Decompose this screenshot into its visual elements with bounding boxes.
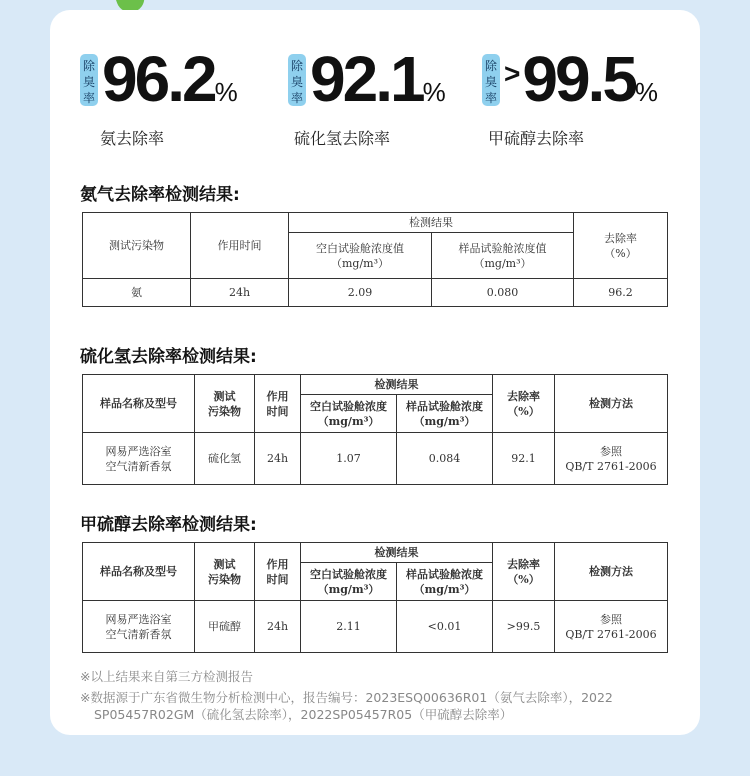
stat-label: 甲硫醇去除率 xyxy=(488,129,585,148)
header-blank xyxy=(289,233,432,279)
cell-blank: 1.07 xyxy=(301,433,397,485)
cell-product xyxy=(83,433,195,485)
sample-label: 样品试验舱浓度值 xyxy=(458,241,547,255)
ammonia-section-title: 氨气去除率检测结果: xyxy=(80,185,240,205)
cell-product xyxy=(83,601,195,653)
cell-pollutant: 氨 xyxy=(83,279,191,307)
cell-rate: >99.5 xyxy=(493,601,555,653)
header-rate xyxy=(574,213,668,279)
rate-unit: （%） xyxy=(604,246,637,260)
rate-label: 去除率 xyxy=(507,389,540,403)
pollutant-line2: 污染物 xyxy=(208,404,241,418)
footnote: ※数据源于广东省微生物分析检测中心，报告编号：2023ESQ00636R01（氨气去除率），2022 xyxy=(80,690,613,705)
header-blank xyxy=(301,395,397,433)
header-result: 检测结果 xyxy=(289,213,574,233)
rate-label: 去除率 xyxy=(604,231,637,245)
mercaptan-section-title: 甲硫醇去除率检测结果: xyxy=(80,515,257,535)
blank-label: 空白试验舱浓度 xyxy=(310,567,387,581)
cell-time: 24h xyxy=(191,279,289,307)
header-pollutant xyxy=(195,375,255,433)
cell-method xyxy=(555,433,668,485)
content-card xyxy=(50,10,700,735)
footnote: SP05457R02GM（硫化氢去除率），2022SP05457R05（甲硫醇去除率） xyxy=(94,707,513,722)
header-sample xyxy=(397,395,493,433)
pollutant-line2: 污染物 xyxy=(208,572,241,586)
blank-unit: （mg/m³） xyxy=(317,582,380,596)
deodorization-badge xyxy=(288,54,306,106)
stat-prefix: > xyxy=(504,58,521,89)
rate-label: 去除率 xyxy=(507,557,540,571)
stat-value xyxy=(310,42,446,116)
blank-unit: （mg/m³） xyxy=(330,256,390,270)
header-sample xyxy=(432,233,574,279)
header-sample xyxy=(397,563,493,601)
cell-time: 24h xyxy=(255,433,301,485)
sample-unit: （mg/m³） xyxy=(473,256,532,270)
cell-method xyxy=(555,601,668,653)
product-line2: 空气清新香氛 xyxy=(105,627,172,641)
time-line1: 作用 xyxy=(266,389,289,403)
blank-label: 空白试验舱浓度值 xyxy=(316,241,404,255)
header-pollutant xyxy=(195,543,255,601)
header-time: 作用时间 xyxy=(191,213,289,279)
time-line2: 时间 xyxy=(266,572,289,586)
table-row xyxy=(83,601,668,653)
method-line2: QB/T 2761-2006 xyxy=(565,459,657,473)
sample-unit: （mg/m³） xyxy=(413,582,476,596)
header-product: 样品名称及型号 xyxy=(83,543,195,601)
stat-unit: % xyxy=(214,77,238,107)
rate-unit: （%） xyxy=(507,572,540,586)
header-pollutant: 测试污染物 xyxy=(83,213,191,279)
cell-blank: 2.11 xyxy=(301,601,397,653)
header-result: 检测结果 xyxy=(301,543,493,563)
time-line2: 时间 xyxy=(266,404,289,418)
cell-rate: 92.1 xyxy=(493,433,555,485)
pollutant-line1: 测试 xyxy=(213,557,236,571)
cell-sample: 0.084 xyxy=(397,433,493,485)
product-line1: 网易严选浴室 xyxy=(105,612,172,626)
badge-text: 除 臭 率 xyxy=(290,59,303,105)
footnotes xyxy=(80,668,680,723)
stat-label: 氨去除率 xyxy=(100,129,165,148)
sample-label: 样品试验舱浓度 xyxy=(406,399,483,413)
stat-number: 96.2 xyxy=(102,43,215,115)
stat-value xyxy=(504,42,658,116)
ammonia-table xyxy=(82,212,668,307)
cell-blank: 2.09 xyxy=(289,279,432,307)
stat-value xyxy=(102,42,238,116)
stat-unit: % xyxy=(634,77,659,107)
header-result: 检测结果 xyxy=(301,375,493,395)
table-row xyxy=(83,433,668,485)
stat-label: 硫化氢去除率 xyxy=(294,129,391,148)
product-line2: 空气清新香氛 xyxy=(105,459,172,473)
stat-number: 99.5 xyxy=(522,43,635,115)
table-row xyxy=(83,279,668,307)
cell-rate: 96.2 xyxy=(574,279,668,307)
deodorization-badge xyxy=(80,54,98,106)
header-time xyxy=(255,375,301,433)
mercaptan-table xyxy=(82,542,668,653)
badge-text: 除 臭 率 xyxy=(82,59,95,105)
cell-time: 24h xyxy=(255,601,301,653)
deodorization-badge xyxy=(482,54,500,106)
method-line2: QB/T 2761-2006 xyxy=(565,627,657,641)
sample-unit: （mg/m³） xyxy=(413,414,476,428)
header-method: 检测方法 xyxy=(555,375,668,433)
pollutant-line1: 测试 xyxy=(213,389,236,403)
stat-unit: % xyxy=(422,77,446,107)
header-blank xyxy=(301,563,397,601)
cell-pollutant: 甲硫醇 xyxy=(195,601,255,653)
rate-unit: （%） xyxy=(507,404,540,418)
blank-label: 空白试验舱浓度 xyxy=(310,399,387,413)
cell-sample: 0.080 xyxy=(432,279,574,307)
method-line1: 参照 xyxy=(600,444,622,458)
cell-sample: <0.01 xyxy=(397,601,493,653)
h2s-table xyxy=(82,374,668,485)
time-line1: 作用 xyxy=(266,557,289,571)
header-method: 检测方法 xyxy=(555,543,668,601)
cell-pollutant: 硫化氢 xyxy=(195,433,255,485)
h2s-section-title: 硫化氢去除率检测结果: xyxy=(80,347,257,367)
product-line1: 网易严选浴室 xyxy=(105,444,172,458)
sample-label: 样品试验舱浓度 xyxy=(406,567,483,581)
header-rate xyxy=(493,543,555,601)
header-time xyxy=(255,543,301,601)
method-line1: 参照 xyxy=(600,612,622,626)
stat-number: 92.1 xyxy=(310,43,423,115)
badge-text: 除 臭 率 xyxy=(484,59,497,105)
blank-unit: （mg/m³） xyxy=(317,414,380,428)
header-product: 样品名称及型号 xyxy=(83,375,195,433)
header-rate xyxy=(493,375,555,433)
footnote: ※以上结果来自第三方检测报告 xyxy=(80,669,253,684)
